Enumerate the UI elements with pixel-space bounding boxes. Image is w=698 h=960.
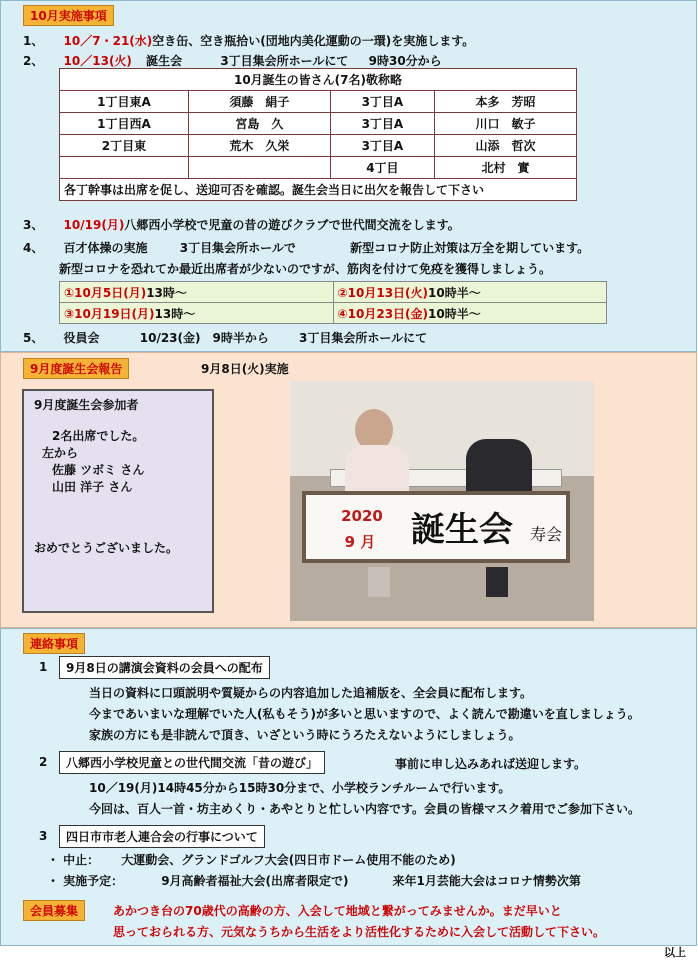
notices-section — [0, 628, 697, 946]
notice-2-note: 事前に申し込みあれば送迎します。 — [395, 757, 587, 771]
table-row: ①10月5日(月)13時～ ②10月13日(火)10時半～ — [60, 282, 607, 303]
birthday-table-note: 各丁幹事は出席を促し、送迎可否を確認。誕生会当日に出欠を報告して下さい — [60, 179, 577, 201]
item-2: 2、 10／13(火) 誕生会 3丁目集会所ホールにて 9時30分から — [23, 54, 442, 68]
notice-number: 2 — [39, 755, 48, 769]
item-4-line2: 新型コロナを恐れてか最近出席者が少ないのですが、筋肉を付けて免疫を獲得しましょう。 — [59, 262, 552, 276]
attendees-order: 左から — [42, 446, 79, 460]
svg-text:2020: 2020 — [341, 507, 383, 525]
notice-3-cancel: ・ 中止： 大運動会、グランドゴルフ大会(四日市ドーム使用不能のため) — [47, 853, 456, 867]
table-row: 1丁目東A 須藤 絹子 3丁目A 本多 芳昭 — [60, 91, 577, 113]
notice-1-text: 今まであいまいな理解でいた人(私もそう)が多いと思いますので、よく読んで勘違いを直しましょう。 — [89, 707, 640, 721]
notice-1-text: 当日の資料に口頭説明や質疑からの内容追加した追補版を、全会員に配布します。 — [89, 686, 533, 700]
notice-1-title: 9月8日の講演会資料の会員への配布 — [59, 656, 270, 679]
notice-2-text: 今回は、百人一首・坊主めくり・あやとりと忙しい内容です。会員の皆様マスク着用でご参加下さい。 — [89, 802, 641, 816]
exercise-schedule-table — [59, 281, 607, 324]
attendees-count: 2名出席でした。 — [52, 429, 145, 443]
attendees-box — [22, 389, 214, 613]
congrats-text: おめでとうございました。 — [34, 541, 179, 555]
table-row: 1丁目西A 宮島 久 3丁目A 川口 敏子 — [60, 113, 577, 135]
item-3: 3、 10/19(月)八郷西小学校で児童の昔の遊びクラブで世代間交流をします。 — [23, 218, 460, 232]
october-events-section — [0, 0, 697, 352]
item-5: 5、 役員会 10/23(金) 9時半から 3丁目集会所ホールにて — [23, 331, 428, 345]
notice-1-text: 家族の方にも是非読んで頂き、いざという時にうろたえないようにしましょう。 — [89, 728, 521, 742]
notice-3-planned: ・ 実施予定： 9月高齢者福祉大会(出席者限定で) 来年1月芸能大会はコロナ情勢次第 — [47, 874, 581, 888]
birthday-table — [59, 68, 577, 201]
report-date: 9月8日(火)実施 — [201, 362, 289, 376]
birthday-sign — [302, 491, 570, 563]
notice-2-text: 10／19(月)14時45分から15時30分まで、小学校ランチルームで行います。 — [89, 781, 511, 795]
birthday-table-header: 10月誕生の皆さん(7名)敬称略 — [60, 69, 577, 91]
table-row: 2丁目東 荒木 久栄 3丁目A 山添 哲次 — [60, 135, 577, 157]
october-events-tag: 10月実施事項 — [23, 5, 114, 26]
table-row: 4丁目 北村 實 — [60, 157, 577, 179]
notice-2-title: 八郷西小学校児童との世代間交流「昔の遊び」 — [59, 751, 325, 774]
attendee-name: 佐藤 ツボミ さん — [52, 463, 145, 477]
attendees-title: 9月度誕生会参加者 — [34, 398, 139, 412]
attendee-name: 山田 洋子 さん — [52, 480, 133, 494]
svg-text:9 月: 9 月 — [344, 533, 376, 551]
notice-number: 3 — [39, 829, 48, 843]
svg-text:誕生会: 誕生会 — [411, 510, 513, 550]
september-report-tag: 9月度誕生会報告 — [23, 358, 129, 379]
table-row: ③10月19日(月)13時～ ④10月23日(金)10時半～ — [60, 303, 607, 324]
notice-number: 1 — [39, 660, 48, 674]
notices-tag: 連絡事項 — [23, 633, 85, 654]
birthday-photo — [290, 381, 594, 621]
item-4: 4、 百才体操の実施 3丁目集会所ホールで 新型コロナ防止対策は万全を期しています。 — [23, 241, 590, 255]
item-1: 1、 10／7・21(水)空き缶、空き瓶拾い(団地内美化運動の一環)を実施します。 — [23, 34, 475, 48]
notice-3-title: 四日市市老人連合会の行事について — [59, 825, 265, 848]
recruit-tag: 会員募集 — [23, 900, 85, 921]
svg-text:寿会: 寿会 — [529, 525, 563, 544]
recruit-text: あかつき台の70歳代の高齢の方、入会して地域と繋がってみませんか。まだ早いと — [113, 904, 562, 918]
recruit-text: 思っておられる方、元気なうちから生活をより活性化するために入会して活動して下さい。 — [113, 925, 606, 939]
footer-end: 以上 — [664, 946, 686, 959]
